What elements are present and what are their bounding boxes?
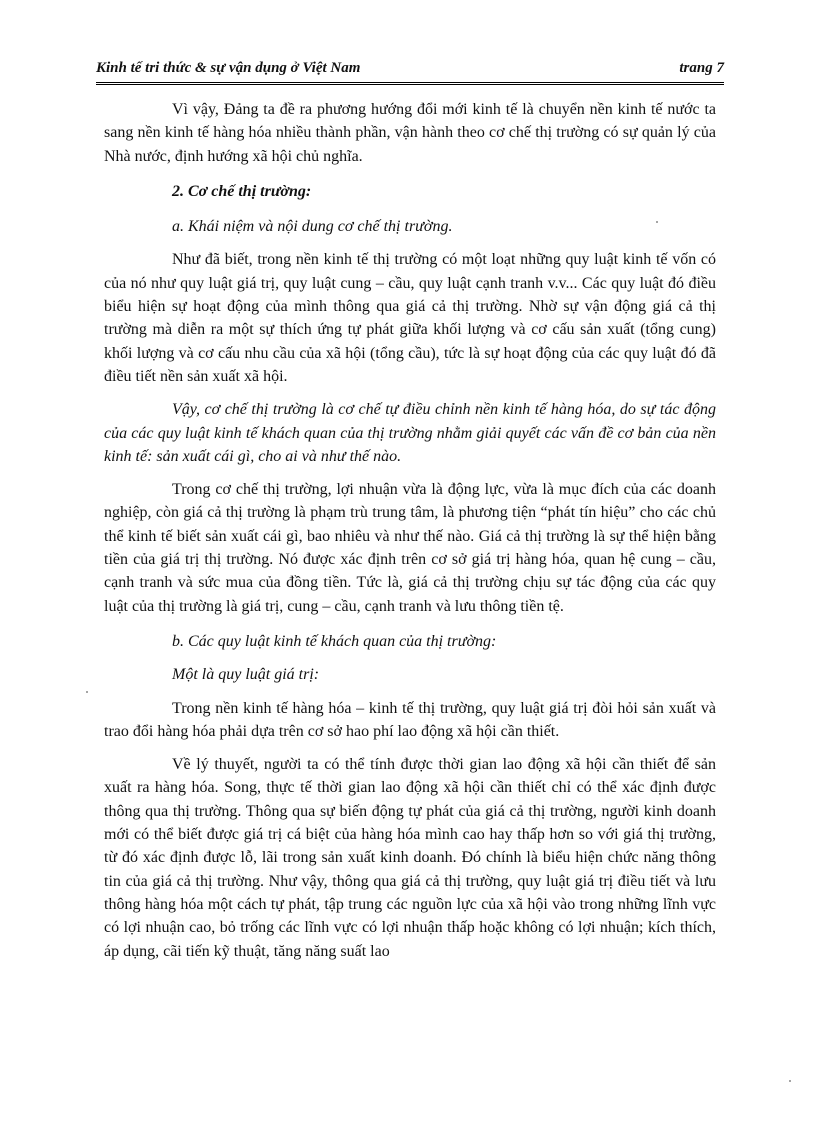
page-number: trang 7 (679, 60, 724, 76)
paragraph-1: Vì vậy, Đảng ta đề ra phương hướng đổi mới kinh tế là chuyển nền kinh tế nước ta sang nền kinh tế hàng hóa nhiều thành phần, vận hành theo cơ chế thị trường có sự quản lý của Nhà nước, định hướng xã hội chủ nghĩa. (104, 101, 716, 165)
header-title: Kinh tế tri thức & sự vận dụng ở Việt Nam (96, 60, 361, 76)
paragraph-2: Như đã biết, trong nền kinh tế thị trường có một loạt những quy luật kinh tế vốn có của nó như quy luật giá trị, quy luật cung – cầu, quy luật cạnh tranh v.v... Các quy luật đó điều biểu hiện sự hoạt động của mình thông qua giá cả thị trường. Nhờ sự vận động giá cả thị trường mà diễn ra một sự thích ứng tự phát giữa khối lượng và cơ cấu sản xuất (tổng cung) khối lượng và cơ cấu nhu cầu của xã hội (tổng cầu), tức là sự hoạt động của các quy luật đó đã điều tiết nền sản xuất xã hội. (104, 251, 716, 385)
paragraph-4: Trong cơ chế thị trường, lợi nhuận vừa là động lực, vừa là mục đích của các doanh nghiệp, còn giá cả thị trường là phạm trù trung tâm, là phương tiện “phát tín hiệu” cho các chủ thể kinh tế biết sản xuất cái gì, bao nhiêu và như thế nào. Giá cả thị trường là sự thể hiện bằng tiền của giá trị thị trường. Nó được xác định trên cơ sở giá trị hàng hóa, quan hệ cung – cầu, cạnh tranh và sức mua của đồng tiền. Tức là, giá cả thị trường chịu sự tác động của các quy luật của thị trường là giá trị, cung – cầu, cạnh tranh và lưu thông tiền tệ. (104, 481, 716, 615)
section-heading-2: 2. Cơ chế thị trường: (172, 182, 312, 200)
subheading-b1: Một là quy luật giá trị: (172, 666, 320, 684)
paragraph-5: Trong nền kinh tế hàng hóa – kinh tế thị trường, quy luật giá trị đòi hỏi sản xuất và trao đổi hàng hóa phải dựa trên cơ sở hao phí lao động xã hội cần thiết. (104, 699, 716, 740)
page-header (96, 54, 724, 85)
paragraph-6: Về lý thuyết, người ta có thể tính được thời gian lao động xã hội cần thiết để sản xuất ra hàng hóa. Song, thực tế thời gian lao động xã hội cần thiết chỉ có thể xác định được thông qua thị trường. Thông qua sự biến động tự phát của giá cả thị trường, người kinh doanh mới có thể biết được giá trị cá biệt của hàng hóa mình cao hay thấp hơn so với giá thị trường, từ đó xác định được lỗ, lãi trong sản xuất kinh doanh. Đó chính là biểu hiện chức năng thông tin của giá cả thị trường. Như vậy, thông qua giá cả thị trường, quy luật giá trị điều tiết và lưu thông hàng hóa một cách tự phát, tập trung các nguồn lực của xã hội vào trong những lĩnh vực có lợi nhuận cao, bỏ trống các lĩnh vực có lợi nhuận thấp hoặc không có lợi nhuận; kích thích, áp dụng, cãi tiến kỹ thuật, tăng năng suất lao (104, 756, 716, 960)
scan-speck (656, 221, 658, 223)
scan-speck (86, 691, 88, 693)
paragraph-3-definition: Vậy, cơ chế thị trường là cơ chế tự điều chỉnh nền kinh tế hàng hóa, do sự tác động của các quy luật kinh tế khách quan của thị trường nhằm giải quyết các vấn đề cơ bản của nền kinh tế: sản xuất cái gì, cho ai và như thế nào. (104, 401, 716, 465)
document-body (104, 98, 716, 963)
subheading-a: a. Khái niệm và nội dung cơ chế thị trường. (172, 218, 453, 236)
subheading-b: b. Các quy luật kinh tế khách quan của thị trường: (172, 632, 497, 650)
scan-speck (789, 1080, 791, 1082)
